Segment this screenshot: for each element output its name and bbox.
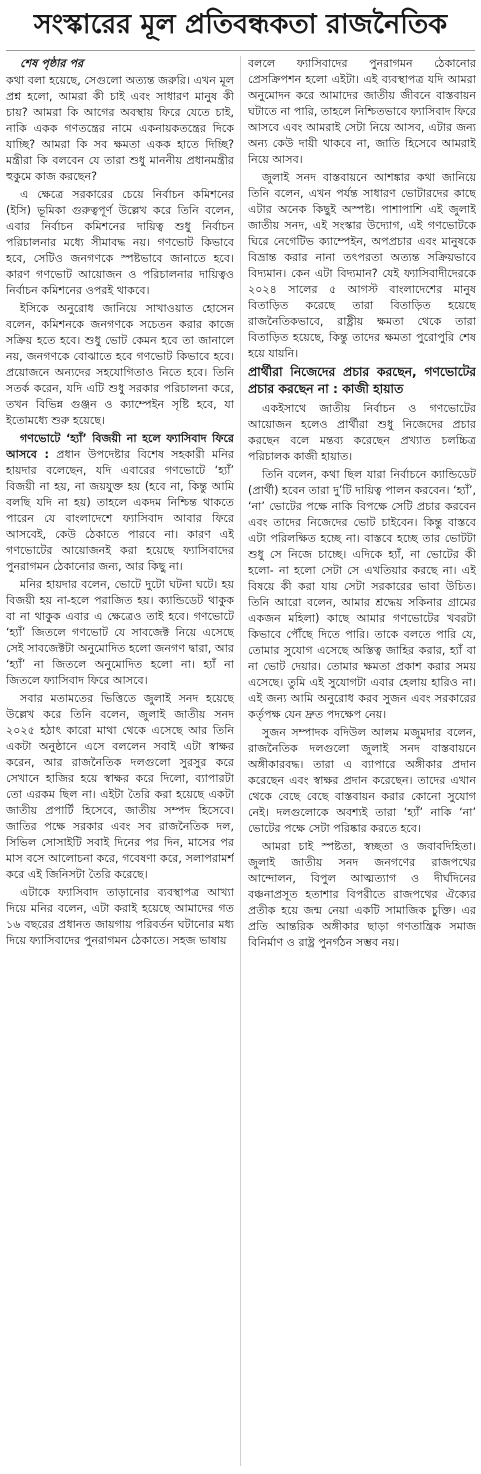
paragraph-body: প্রধান উপদেষ্টার বিশেষ সহকারী মনির হায়দার বলেছেন, যদি এবারের গণভোটে ‘হ্যাঁ’ বিজয়ী না হয়, না জয়যুক্ত হয় (হবে না, কিন্তু আমি বলছি যদি না হয়) তাহলে একদম নিশ্চিন্ত থাকতে পারেন যে বাংলাদেশে ফ্যাসিবাদ আবার ফিরে আসবেই, কেউ ঠেকাতে পারবে না। কারণ এই গণভোটের আয়োজনই করা হয়েছে ফ্যাসিবাদের পুনরাগমন ঠেকানোর জন্য, আর কিছু না। bbox=[6, 448, 234, 573]
paragraph: কথা বলা হয়েছে, সেগুলো অত্যন্ত জরুরি। এখন মূল প্রশ্ন হলো, আমরা কী চাই এবং সাধারণ মানুষ কী চায়? আমরা কি আগের অবস্থায় ফিরে যেতে চাই, নাকি একক গণতন্ত্রের নামে একনায়কতন্ত্রের দিকে যাচ্ছি? আমরা কি সব ক্ষমতা একক হাতে দিচ্ছি? মন্ত্রীরা কি বলবেন যে তারা শুধু মাননীয় প্রধানমন্ত্রীর হুকুমে কাজ করছেন? bbox=[6, 74, 234, 183]
inline-subhead: গণভোটে ‘হ্যাঁ’ বিজয়ী না হলে ফ্যাসিবাদ ফিরে আসবে : bbox=[6, 432, 234, 461]
paragraph: মনির হায়দার বলেন, ভোটে দুটো ঘটনা ঘটে। হয় বিজয়ী হয় না-হলে পরাজিত হয়। ক্যান্ডিডেট থাকুক বা না থাকুক এবার এ ক্ষেত্রেও তাই হবে। গণভোটে ‘হ্যাঁ’ জিতলে গণভোট যে সাবজেক্ট নিয়ে এসেছে সেই সাবজেক্টটা অনুমোদিত হলো জনগণ দ্বারা, আর ‘হ্যাঁ’ না জিতলে অনুমোদিত হলো না। হ্যাঁ না জিতলে ফ্যাসিবাদ ফিরে আসবে। bbox=[6, 578, 234, 687]
paragraph: বললে ফ্যাসিবাদের পুনরাগমন ঠেকানোর প্রেসক্রিপশন হলো এইটা। এই ব্যবস্থাপত্র যদি আমরা অনুমোদন করে আমাদের জাতীয় জীবনে বাস্তবায়ন ঘটাতে না পারি, তাহলে নিশ্চিতভাবে ফ্যাসিবাদ ফিরে আসবে এবং আমরাই সেটা নিয়ে আসব, এটার জন্য অন্য কেউ দায়ী থাকবে না, জাতি হিসেবে আমরাই নিয়ে আসব। bbox=[248, 57, 476, 166]
headline-rule bbox=[6, 50, 475, 51]
left-column bbox=[6, 56, 234, 1468]
column-divider bbox=[240, 56, 241, 1466]
paragraph: আমরা চাই স্পষ্টতা, স্বচ্ছতা ও জবাবদিহিতা। জুলাই জাতীয় সনদ জনগণের রাজপথের আন্দোলন, বিপুল আত্মত্যাগ ও দীর্ঘদিনের বঞ্চনাপ্রসূত হতাশার বিপরীতে রাজপথের ঐক্যের প্রতীক হয়ে জন্ম নেয়া একটি সামাজিক চুক্তি। এর প্রতি আন্তরিক অঙ্গীকার ছাড়া গণতান্ত্রিক সমাজ বিনির্মাণ ও রাষ্ট্র পুনর্গঠন সম্ভব নয়। bbox=[248, 840, 476, 949]
section-subhead: প্রার্থীরা নিজেদের প্রচার করছেন, গণভোটের প্রচার করছেন না : কাজী হায়াত bbox=[248, 365, 476, 396]
article-headline: সংস্কারের মূল প্রতিবন্ধকতা রাজনৈতিক bbox=[33, 9, 448, 40]
paragraph: সবার মতামতের ভিত্তিতে জুলাই সনদ হয়েছে উল্লেখ করে তিনি বলেন, জুলাই জাতীয় সনদ ২০২৫ হঠাৎ কারো মাথা থেকে এসেছে আর তিনি একটা অনুষ্ঠানে এসে বললেন সবাই এটা স্বাক্ষর করেন, আর রাজনৈতিক দলগুলো সুরসুর করে সেখানে হাজির হয়ে স্বাক্ষর করে দিলো, ব্যাপারটা তো এরকম ছিল না। এইটা তৈরি করা হয়েছে একটা জাতীয় প্রপার্টি হিসেবে, জাতীয় সম্পদ হিসেবে। জাতির পক্ষে সরকার এবং সব রাজনৈতিক দল, সিভিল সোসাইটি সবাই দিনের পর দিন, মাসের পর মাস বসে আলোচনা করে, গবেষণা করে, সলাপরামর্শ করে এই জিনিসটা তৈরি করেছে। bbox=[6, 692, 234, 881]
right-column bbox=[248, 56, 476, 1468]
paragraph: এ ক্ষেত্রে সরকারের চেয়ে নির্বাচন কমিশনের (ইসি) ভূমিকা গুরুত্বপূর্ণ উল্লেখ করে তিনি বলেন, এবার নির্বাচন কমিশনের দায়িত্ব শুধু নির্বাচন পরিচালনার মধ্যে সীমাবদ্ধ নয়। গণভোট কিভাবে হবে, সেটিও জনগণকে স্পষ্টভাবে জানাতে হবে। কারণ গণভোট আয়োজন ও পরিচালনার দায়িত্বও নির্বাচন কমিশনের ওপরই থাকবে। bbox=[6, 188, 234, 297]
paragraph-with-subhead bbox=[6, 431, 234, 575]
paragraph: সুজন সম্পাদক বদিউল আলম মজুমদার বলেন, রাজনৈতিক দলগুলো জুলাই সনদ বাস্তবায়নে অঙ্গীকারবদ্ধ। তারা এ ব্যাপারে অঙ্গীকার প্রদান করেছেন এবং স্বাক্ষর প্রদান করেছেন। তাদের এখান থেকে বেছে বেছে বাস্তবায়ন করার কোনো সুযোগ নেই। দলগুলোকে অবশ্যই তারা ‘হ্যাঁ’ নাকি ‘না’ ভোটের পক্ষে সেটা পরিষ্কার করতে হবে। bbox=[248, 726, 476, 835]
paragraph: ইসিকে অনুরোধ জানিয়ে সাখাওয়াত হোসেন বলেন, কমিশনকে জনগণকে সচেতন করার কাজে সক্রিয় হতে হবে। শুধু ভোট কেমন হবে তা জানালে নয়, জনগণকে বোঝাতে হবে গণভোট কিভাবে হবে। প্রয়োজনে অন্যদের সহযোগিতাও নিতে হবে। তিনি সতর্ক করেন, যদি এটি শুধু সরকার পরিচালনা করে, তখন বিভিন্ন গুঞ্জন ও ক্যাম্পেইন সৃষ্টি হবে, যা ইতোমধ্যে শুরু হয়েছে। bbox=[6, 302, 234, 427]
paragraph: এটাকে ফ্যাসিবাদ তাড়ানোর ব্যবস্থাপত্র আখ্যা দিয়ে মনির বলেন, এটা করাই হয়েছে আমাদের গত ১৬ বছরের প্রধানত জায়গায় পরিবর্তন ঘটানোর মধ্য দিয়ে ফ্যাসিবাদের পুনরাগমন ঠেকাতে। সহজ ভাষায় bbox=[6, 886, 234, 947]
paragraph: তিনি বলেন, কথা ছিল যারা নির্বাচনে ক্যান্ডিডেট (প্রার্থী) হবেন তারা দু’টি দায়িত্ব পালন করবেন। ‘হ্যাঁ’, ‘না’ ভোটের পক্ষে নাকি বিপক্ষে সেটি প্রচার করবেন এবং তাদের নিজেদের ভোট চাইবেন। কিন্তু বাস্তবে এটা পরিলক্ষিত হচ্ছে না। বাস্তবে হচ্ছে তার ভোটটা শুধু সে নিজে চাচ্ছে। এদিকে হ্যাঁ, না ভোটের কী হলো- না হলো সেটা সে এখতিয়ার করছে না। এই বিষয়ে কী করা যায় সেটা সরকারের ভাবা উচিত। তিনি আরো বলেন, আমার শ্রদ্ধেয় সকিনার গ্রামের একজন মহিলা) কাছে আমার গণভোটের খবরটা কিভাবে পৌঁছে দিতে পারি। তাকে বলতে পারি যে, তোমার সুযোগ এসেছে অস্তিত্ব জাহির করার, হ্যাঁ বা না ভোট দেয়ার। তোমার ক্ষমতা প্রকাশ করার সময় এসেছে। তুমি এই সুযোগটা এবার হেলায় হারিও না। এই জন্য আমি অনুরোধ করব সুজন এবং সরকারের কর্তৃপক্ষ যেন দ্রুত পদক্ষেপ নেয়। bbox=[248, 468, 476, 721]
paragraph: একইসাথে জাতীয় নির্বাচন ও গণভোটের আয়োজন হলেও প্রার্থীরা শুধু নিজেদের প্রচার করছেন বলে মন্তব্য করেছেন প্রখ্যাত চলচ্চিত্র পরিচালক কাজী হায়াত। bbox=[248, 402, 476, 463]
continued-from-label: শেষ পৃষ্ঠার পর bbox=[20, 57, 84, 70]
paragraph: জুলাই সনদ বাস্তবায়নে আশঙ্কার কথা জানিয়ে তিনি বলেন, এখন পর্যন্ত সাধারণ ভোটারদের কাছে এটার অনেক কিছুই অস্পষ্ট। পাশাপাশি এই জুলাই জাতীয় সনদ, এই সংস্কার উদ্যোগ, এই গণভোটকে ঘিরে নেগেটিভ ক্যাম্পেইন, অপপ্রচার এবং মানুষকে বিভ্রান্ত করার নানা তৎপরতা অত্যন্ত সক্রিয়ভাবে বিদ্যমান। কেন এটা বিদ্যমান? যেই ফ্যাসিবাদীদেরকে ২০২৪ সালের ৫ আগস্ট বাংলাদেশের মানুষ বিতাড়িত করেছে তারা বিতাড়িত হয়েছে রাজনৈতিকভাবে, রাষ্ট্রীয় ক্ষমতা থেকে তারা বিতাড়িত হয়েছে, কিন্তু তাদের ক্ষমতা পুরোপুরি শেষ হয়ে যায়নি। bbox=[248, 171, 476, 360]
